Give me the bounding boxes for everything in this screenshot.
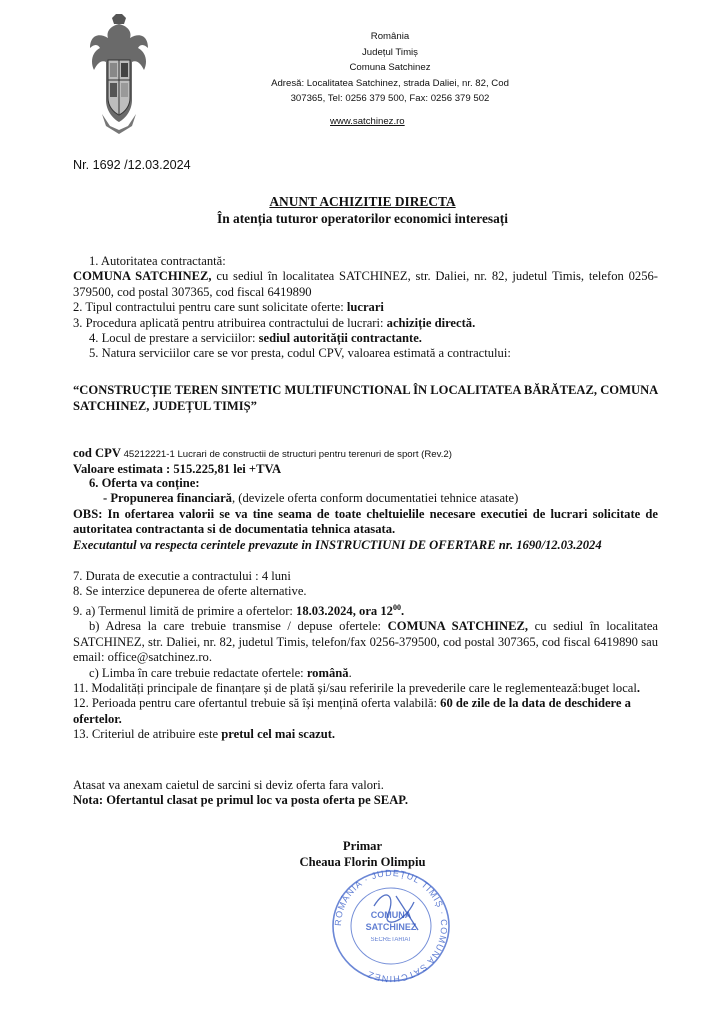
section-3-value: achiziție directă. <box>386 315 476 330</box>
punct: . <box>636 681 641 696</box>
header-line: Județul Timiș <box>362 46 418 58</box>
section-9c-text: c) Limba în care trebuie redactate ofertele: <box>89 665 307 680</box>
cpv-block <box>73 446 658 478</box>
section-8: 8. Se interzice depunerea de oferte alternative. <box>73 584 307 599</box>
punct: . <box>400 604 405 618</box>
authority-details: cu sediul în localitatea SATCHINEZ, str. Daliei, nr. 82, judetul Timis, telefon 0256-379500, cod postal 307365, cod fiscal 6419890 <box>73 269 658 299</box>
section-4-text: 4. Locul de prestare a serviciilor: <box>89 331 259 346</box>
deadline-minutes: 00 <box>392 602 401 612</box>
stamp-line-2: SATCHINEZ <box>365 922 417 932</box>
header-line: Adresă: Localitatea Satchinez, strada Daliei, nr. 82, Cod <box>271 77 509 89</box>
section-9c-value: română <box>306 665 349 680</box>
estimated-value: Valoare estimata : 515.225,81 lei +TVA <box>73 462 282 477</box>
section-13-value: pretul cel mai scazut. <box>221 727 336 742</box>
signer-role: Primar <box>342 839 383 853</box>
header-line: Comuna Satchinez <box>349 62 431 73</box>
section-6-label: 6. Oferta va conține: <box>89 476 200 490</box>
letterhead <box>240 29 540 107</box>
coat-of-arms-icon <box>88 14 150 134</box>
cpv-label: cod CPV <box>73 446 121 460</box>
section-contracting-authority <box>73 254 658 362</box>
header-line: 307365, Tel: 0256 379 500, Fax: 0256 379 502 <box>290 93 490 104</box>
section-3-text: 3. Procedura aplicată pentru atribuirea contractului de lucrari: <box>73 315 387 330</box>
document-title <box>0 193 725 227</box>
section-2-value: lucrari <box>346 300 384 315</box>
section-9a-text: 9. a) Termenul limită de primire a ofertelor: <box>73 604 297 618</box>
section-1-label: 1. Autoritatea contractantă: <box>89 254 226 268</box>
contract-object-title: “CONSTRUCȚIE TEREN SINTETIC MULTIFUNCTIONAL ÎN LOCALITATEA BĂRĂTEAZ, COMUNA SATCHINEZ, JUDEȚUL TIMIȘ” <box>73 383 658 413</box>
title-main: ANUNT ACHIZITIE DIRECTA <box>269 194 456 209</box>
authority-name: COMUNA SATCHINEZ, <box>73 269 212 284</box>
section-12-value: 60 de zile de la data de deschidere a ofertelor. <box>73 696 631 726</box>
section-4-value: sediul autorității contractante. <box>258 331 422 346</box>
executant-note: Executantul va respecta cerintele prevazute in INSTRUCTIUNI DE OFERTARE nr. 1690/12.03.2024 <box>73 537 602 552</box>
section-13-text: 13. Criteriul de atribuire este <box>73 727 222 742</box>
title-sub: În atenția tuturor operatorilor economici interesați <box>217 211 508 226</box>
attachments-block <box>73 778 658 809</box>
section-6-item: - Propunerea financiară <box>103 491 232 506</box>
stamp-line-1: COMUNA <box>370 910 412 920</box>
stamp-line-3: SECRETARIAT <box>370 937 412 943</box>
section-9b-text: b) Adresa la care trebuie transmise / depuse ofertele: <box>89 619 388 634</box>
deadline: 18.03.2024, ora 12 <box>296 604 393 618</box>
punct: . <box>348 665 352 680</box>
cpv-description: 45212221-1 Lucrari de constructii de structuri pentru terenuri de sport (Rev.2) <box>120 449 452 460</box>
website-link[interactable]: www.satchinez.ro <box>330 116 405 127</box>
section-offer <box>73 476 658 553</box>
section-terms <box>73 569 658 743</box>
header-line: România <box>370 31 410 42</box>
reference-number: Nr. 1692 /12.03.2024 <box>73 158 191 172</box>
obs-note: OBS: In ofertarea valorii se va tine seama de toate cheltuielile necesare executiei de lucrari solicitate de autoritatea contractanta si de documentatia tehnica atasata. <box>73 506 658 537</box>
attachments-text: Atasat va anexam caietul de sarcini si deviz oferta fara valori. <box>73 778 384 792</box>
section-5-text: 5. Natura serviciilor care se vor presta, codul CPV, valoarea estimată a contractului: <box>89 346 511 361</box>
section-9b-name: COMUNA SATCHINEZ, <box>387 619 529 634</box>
section-11-text: 11. Modalități principale de finanțare și de plată și/sau referirile la prevederile care le reglementează:buget local <box>73 681 637 696</box>
section-2-text: 2. Tipul contractului pentru care sunt solicitate oferte: <box>73 300 347 315</box>
official-stamp-icon <box>326 866 456 986</box>
signer-name: Cheaua Florin Olimpiu <box>299 855 426 869</box>
section-12-text: 12. Perioada pentru care ofertantul trebuie să își mențină oferta valabilă: <box>73 696 441 711</box>
section-9b-details: cu sediul în localitatea SATCHINEZ, str. Daliei, nr. 82, judetul Timis, telefon/fax 0256-379500, cod postal 307365, cod fiscal 6419890 sau email: office@satchinez.ro. <box>73 619 659 665</box>
stamp-ring-text: ROMÂNIA · JUDEȚUL TIMIȘ · COMUNA SATCHINEZ <box>332 867 450 985</box>
section-7: 7. Durata de executie a contractului : 4 luni <box>73 569 291 583</box>
section-6-item-detail: , (devizele oferta conform documentatiei tehnice atasate) <box>231 491 519 506</box>
seap-note: Nota: Ofertantul clasat pe primul loc va posta oferta pe SEAP. <box>73 793 408 808</box>
